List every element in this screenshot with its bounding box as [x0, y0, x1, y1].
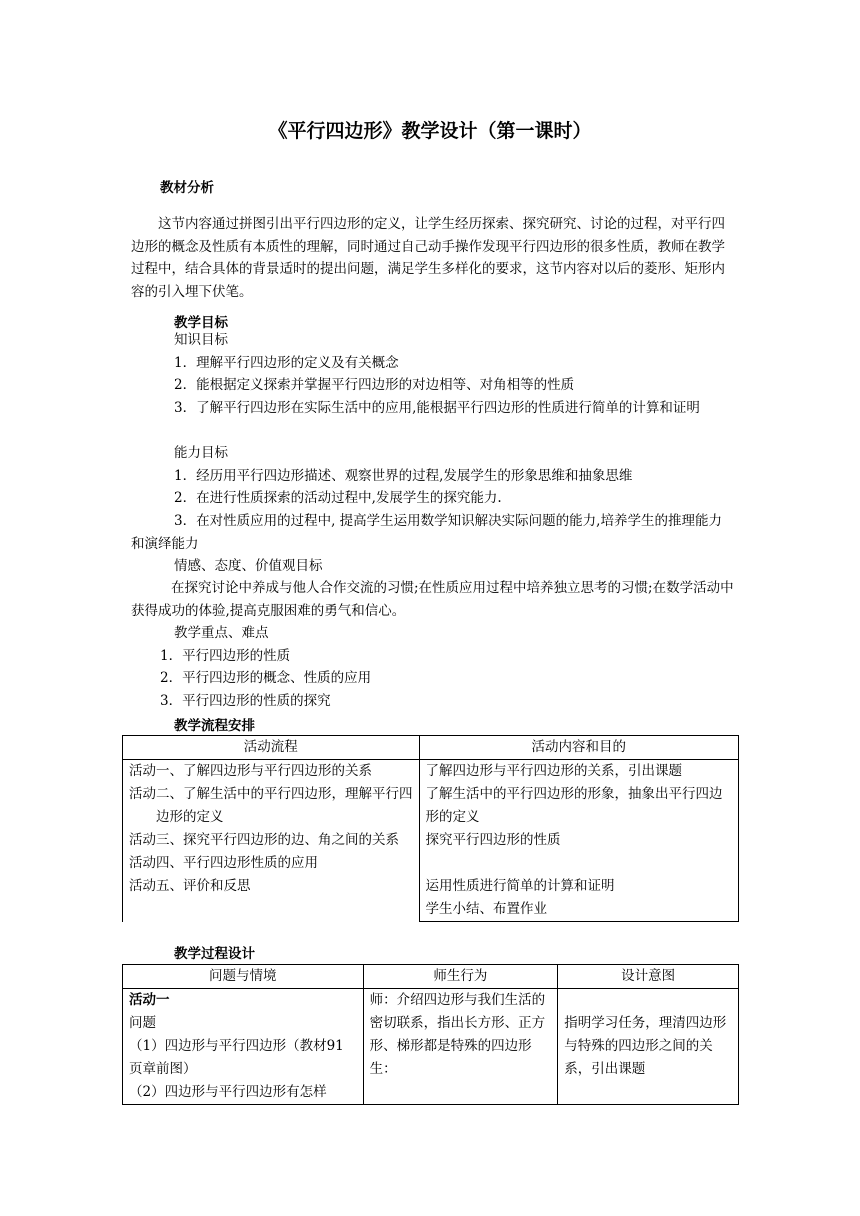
flow-activity-4: 活动四、平行四边形性质的应用 [129, 855, 318, 871]
ability-goal-3: 3．在对性质应用的过程中, 提高学生运用数学知识解决实际问题的能力,培养学生的推理能力和演绎能力 [131, 513, 722, 552]
knowledge-goal-1: 1．理解平行四边形的定义及有关概念 [174, 355, 399, 371]
emotion-goals-text: 在探究讨论中养成与他人合作交流的习惯;在性质应用过程中培养独立思考的习惯;在数学活动中获得成功的体验,提高克服困难的勇气和信心。 [131, 580, 734, 619]
column-header: 问题与情境 [123, 965, 364, 989]
keypoints-heading: 教学重点、难点 [174, 625, 269, 641]
emotion-goals-heading: 情感、态度、价值观目标 [174, 558, 323, 574]
activity-one-title: 活动一 [129, 992, 170, 1008]
table-row [123, 989, 739, 1105]
knowledge-goals-heading: 知识目标 [174, 332, 228, 348]
knowledge-goal-2: 2．能根据定义探索并掌握平行四边形的对边相等、对角相等的性质 [174, 377, 575, 393]
flow-table [122, 735, 739, 922]
flow-purpose-1: 了解四边形与平行四边形的关系，引出课题 [425, 763, 683, 779]
ability-goal-1: 1．经历用平行四边形描述、观察世界的过程,发展学生的形象思维和抽象思维 [174, 468, 633, 484]
keypoint-1: 1．平行四边形的性质 [160, 648, 291, 664]
question-label: 问题 [129, 1015, 156, 1031]
process-heading: 教学过程设计 [174, 946, 255, 962]
student-action: 生： [369, 1061, 397, 1077]
section-heading-analysis: 教材分析 [160, 180, 214, 196]
flow-activity-5: 活动五、评价和反思 [129, 878, 251, 894]
document-title: 《平行四边形》教学设计（第一课时） [268, 120, 592, 142]
column-header: 师生行为 [363, 965, 558, 989]
design-intent: 指明学习任务，理清四边形与特殊的四边形之间的关系，引出课题 [564, 1015, 727, 1077]
column-header: 设计意图 [558, 965, 739, 989]
process-table [122, 964, 739, 1105]
flow-activity-3: 活动三、探究平行四边形的边、角之间的关系 [129, 832, 399, 848]
question-2: （2）四边形与平行四边形有怎样 [129, 1084, 327, 1100]
question-1: （1）四边形与平行四边形（教材91页章前图） [129, 1038, 344, 1077]
column-header: 活动流程 [123, 736, 420, 760]
ability-goals-heading: 能力目标 [174, 445, 228, 461]
flow-activity-2: 活动二、了解生活中的平行四边形，理解平行四边形的定义 [129, 786, 413, 825]
table-header-row [123, 736, 739, 760]
table-header-row [123, 965, 739, 989]
flow-purpose-5: 学生小结、布置作业 [425, 901, 548, 917]
flow-heading: 教学流程安排 [174, 718, 255, 734]
flow-purpose-3: 探究平行四边形的性质 [425, 832, 561, 848]
table-row [123, 760, 739, 922]
keypoint-2: 2．平行四边形的概念、性质的应用 [160, 670, 372, 686]
flow-purpose-2: 了解生活中的平行四边形的形象，抽象出平行四边形的定义 [425, 786, 723, 825]
flow-purpose-4: 运用性质进行简单的计算和证明 [425, 878, 615, 894]
column-header: 活动内容和目的 [419, 736, 738, 760]
ability-goal-2: 2．在进行性质探索的活动过程中,发展学生的探究能力. [174, 490, 502, 506]
section-heading-goals: 教学目标 [174, 315, 228, 331]
knowledge-goal-3: 3．了解平行四边形在实际生活中的应用,能根据平行四边形的性质进行简单的计算和证明 [174, 400, 700, 416]
flow-activity-1: 活动一、了解四边形与平行四边形的关系 [129, 763, 372, 779]
teacher-action: 师：介绍四边形与我们生活的密切联系，指出长方形、正方形、梯形都是特殊的四边形 [369, 992, 546, 1054]
analysis-paragraph: 这节内容通过拼图引出平行四边形的定义，让学生经历探索、探究研究、讨论的过程，对平行四边形的概念及性质有本质性的理解，同时通过自己动手操作发现平行四边形的很多性质，教师在教学过程中，结合具体的背景适时的提出问题，满足学生多样化的要求，这节内容对以后的菱形、矩形内容的引入埋下伏笔。 [131, 216, 725, 300]
keypoint-3: 3．平行四边形的性质的探究 [160, 693, 331, 709]
